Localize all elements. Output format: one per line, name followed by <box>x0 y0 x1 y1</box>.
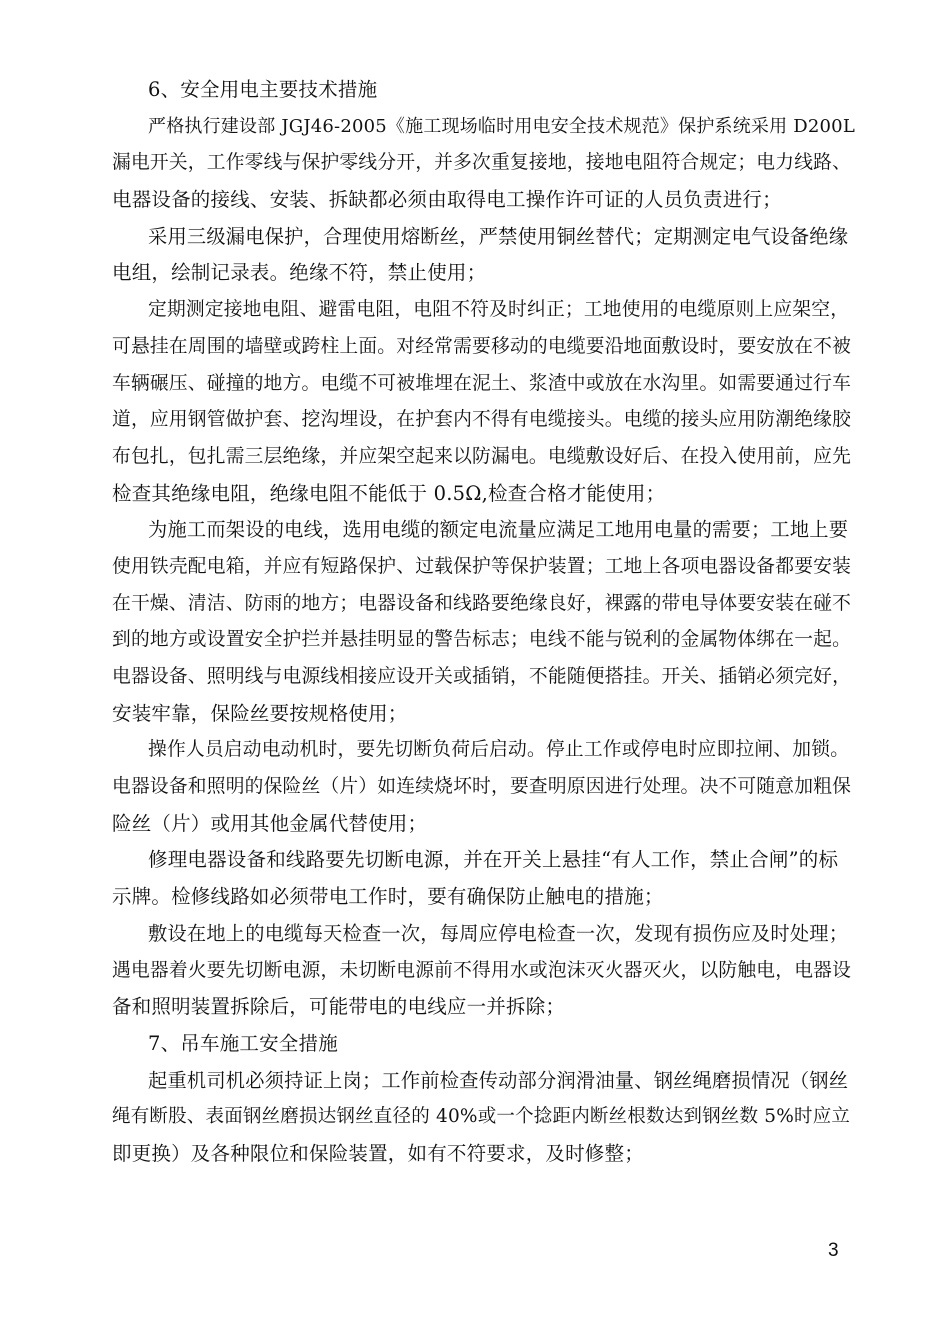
text-line: 为施工而架设的电线，选用电缆的额定电流量应满足工地用电量的需要；工地上要 <box>148 518 849 542</box>
text-line: 起重机司机必须持证上岗；工作前检查传动部分润滑油量、钢丝绳磨损情况（钢丝 <box>148 1068 849 1092</box>
text-line: 使用铁壳配电箱，并应有短路保护、过载保护等保护装置；工地上各项电器设备都要安装 <box>112 555 852 577</box>
text-line: 安装牢靠，保险丝要按规格使用； <box>112 701 408 725</box>
text-line: 电器设备的接线、安装、拆缺都必须由取得电工操作许可证的人员负责进行； <box>112 188 782 212</box>
text-line: 电器设备和照明的保险丝（片）如连续烧坏时，要查明原因进行处理。决不可随意加粗保 <box>112 776 852 798</box>
text-line: 定期测定接地电阻、避雷电阻，电阻不符及时纠正；工地使用的电缆原则上应架空， <box>148 299 850 321</box>
text-line: 遇电器着火要先切断电源，未切断电源前不得用水或泡沫灭火器灭火，以防触电，电器设 <box>112 959 852 981</box>
text-line: 检查其绝缘电阻，绝缘电阻不能低于 0.5Ω,检查合格才能使用； <box>112 481 666 505</box>
text-line: 到的地方或设置安全护拦并悬挂明显的警告标志；电线不能与锐利的金属物体绑在一起。 <box>112 629 852 651</box>
text-line: 车辆碾压、碰撞的地方。电缆不可被堆埋在泥土、浆渣中或放在水沟里。如需要通过行车 <box>112 372 852 394</box>
text-line: 布包扎，包扎需三层绝缘，并应架空起来以防漏电。电缆敷设好后、在投入使用前，应先 <box>112 445 852 467</box>
text-line: 绳有断股、表面钢丝磨损达钢丝直径的 40%或一个捻距内断丝根数达到钢丝数 5%时应立 <box>112 1106 851 1128</box>
text-line: 修理电器设备和线路要先切断电源，并在开关上悬挂“有人工作，禁止合闸”的标 <box>148 848 839 872</box>
text-line: 敷设在地上的电缆每天检查一次，每周应停电检查一次，发现有损伤应及时处理； <box>148 921 849 945</box>
text-line: 7、吊车施工安全措施 <box>148 1031 338 1055</box>
text-line: 漏电开关，工作零线与保护零线分开，并多次重复接地，接地电阻符合规定；电力线路、 <box>112 152 852 174</box>
text-line: 道，应用钢管做护套、挖沟埋设，在护套内不得有电缆接头。电缆的接头应用防潮绝缘胶 <box>112 409 852 431</box>
text-line: 可悬挂在周围的墙壁或跨柱上面。对经常需要移动的电缆要沿地面敷设时，要安放在不被 <box>112 335 852 357</box>
text-line: 即更换）及各种限位和保险装置，如有不符要求，及时修整； <box>112 1141 644 1165</box>
text-line: 电器设备、照明线与电源线相接应设开关或插销，不能随便搭挂。开关、插销必须完好， <box>112 666 852 687</box>
document-body <box>112 72 856 1173</box>
text-line: 操作人员启动电动机时，要先切断负荷后启动。停止工作或停电时应即拉闸、加锁。 <box>148 739 850 761</box>
page-number: 3 <box>828 1240 839 1261</box>
text-line: 在干燥、清洁、防雨的地方；电器设备和线路要绝缘良好，裸露的带电导体要安装在碰不 <box>112 592 852 614</box>
text-line: 6、安全用电主要技术措施 <box>148 78 378 101</box>
text-line: 备和照明装置拆除后，可能带电的电线应一并拆除； <box>112 995 566 1019</box>
text-line: 示牌。检修线路如必须带电工作时，要有确保防止触电的措施； <box>112 885 664 909</box>
text-line: 严格执行建设部 JGJ46-2005《施工现场临时用电安全技术规范》保护系统采用 D200L <box>148 115 855 137</box>
text-line: 电组，绘制记录表。绝缘不符，禁止使用； <box>112 261 487 285</box>
text-line: 险丝（片）或用其他金属代替使用； <box>112 811 428 835</box>
text-line: 采用三级漏电保护，合理使用熔断丝，严禁使用铜丝替代；定期测定电气设备绝缘 <box>148 224 849 248</box>
